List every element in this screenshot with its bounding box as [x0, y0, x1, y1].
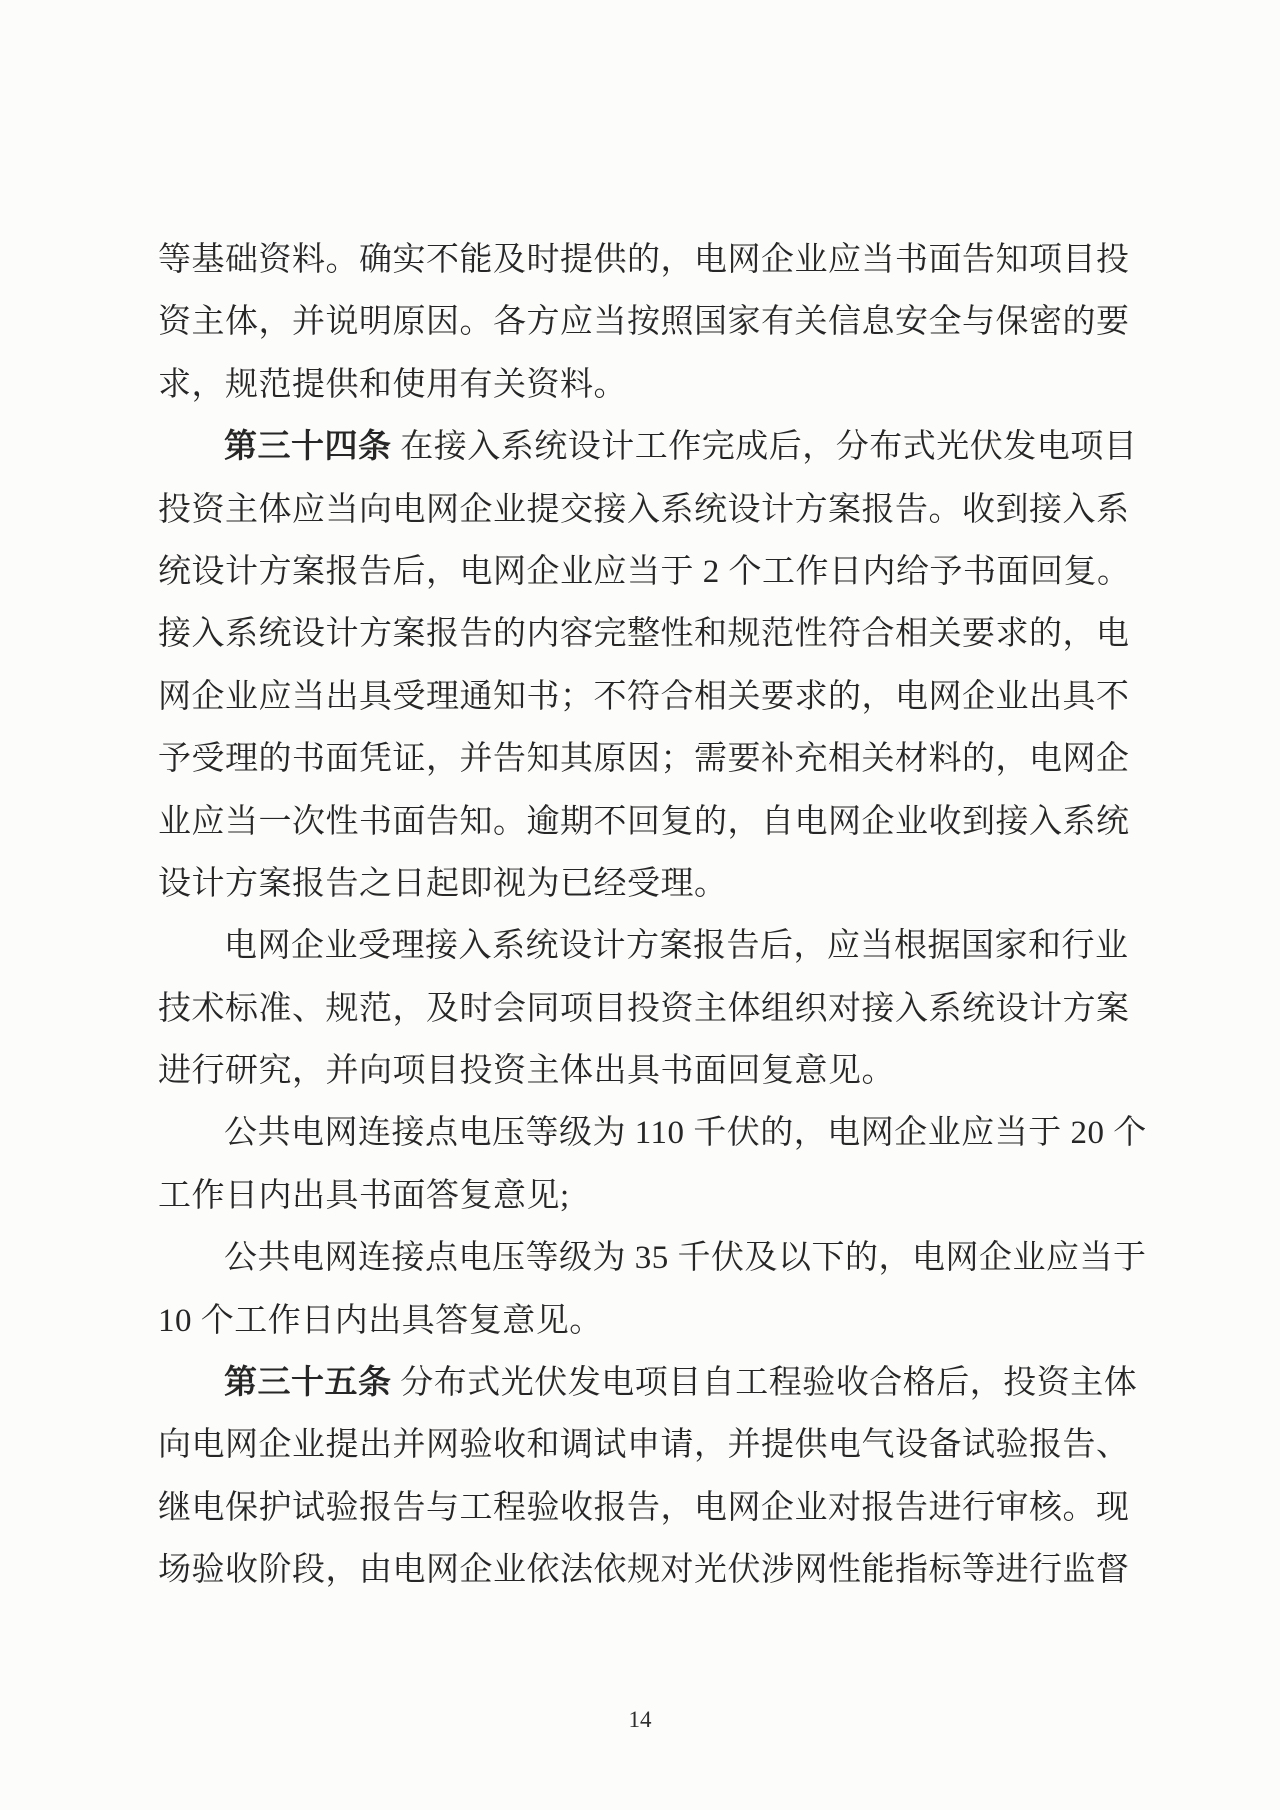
text-line: 10 个工作日内出具答复意见。 [158, 1302, 603, 1339]
document-body [158, 229, 1147, 1602]
text-line: 求，规范提供和使用有关资料。 [158, 366, 627, 403]
text-line: 设计方案报告之日起即视为已经受理。 [158, 865, 728, 902]
text-line: 投资主体应当向电网企业提交接入系统设计方案报告。收到接入系 [158, 491, 1130, 528]
text-line: 场验收阶段，由电网企业依法依规对光伏涉网性能指标等进行监督 [158, 1552, 1130, 1589]
text-line: 向电网企业提出并网验收和调试申请，并提供电气设备试验报告、 [158, 1427, 1130, 1464]
article-35-heading: 第三十五条 [224, 1365, 392, 1402]
text-line: 电网企业受理接入系统设计方案报告后，应当根据国家和行业 [224, 928, 1129, 965]
text-line: 业应当一次性书面告知。逾期不回复的，自电网企业收到接入系统 [158, 803, 1130, 840]
article-34-text: 在接入系统设计工作完成后，分布式光伏发电项目 [391, 429, 1138, 466]
text-line: 予受理的书面凭证，并告知其原因；需要补充相关材料的，电网企 [158, 741, 1130, 778]
article-34-heading: 第三十四条 [224, 429, 392, 466]
text-line: 统设计方案报告后，电网企业应当于 2 个工作日内给予书面回复。 [158, 553, 1131, 590]
article-35-text: 分布式光伏发电项目自工程验收合格后，投资主体 [391, 1365, 1138, 1402]
page-number: 14 [628, 1707, 652, 1732]
text-line: 进行研究，并向项目投资主体出具书面回复意见。 [158, 1053, 895, 1090]
text-line-article-34 [158, 416, 1138, 478]
text-line: 公共电网连接点电压等级为 35 千伏及以下的，电网企业应当于 [224, 1240, 1147, 1277]
text-line: 网企业应当出具受理通知书；不符合相关要求的，电网企业出具不 [158, 678, 1130, 715]
text-line: 工作日内出具书面答复意见; [158, 1177, 570, 1214]
text-line: 公共电网连接点电压等级为 110 千伏的，电网企业应当于 20 个 [224, 1115, 1147, 1152]
text-line: 资主体，并说明原因。各方应当按照国家有关信息安全与保密的要 [158, 304, 1130, 341]
text-line: 继电保护试验报告与工程验收报告，电网企业对报告进行审核。现 [158, 1489, 1130, 1526]
text-line: 接入系统设计方案报告的内容完整性和规范性符合相关要求的，电 [158, 616, 1130, 653]
text-line: 等基础资料。确实不能及时提供的，电网企业应当书面告知项目投 [158, 242, 1130, 278]
text-line-article-35 [158, 1352, 1138, 1414]
text-line: 技术标准、规范，及时会同项目投资主体组织对接入系统设计方案 [158, 990, 1130, 1027]
